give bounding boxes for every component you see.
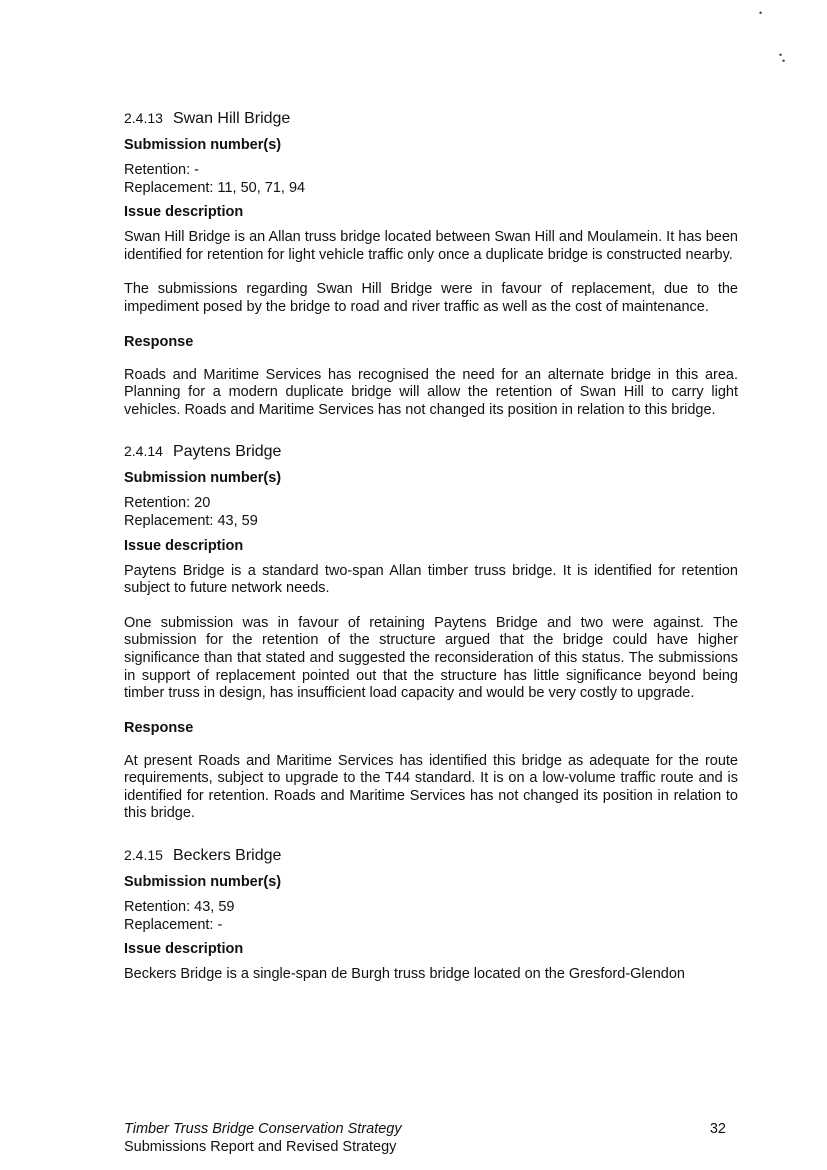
scan-speck: • <box>782 56 786 66</box>
section-paytens-bridge <box>124 441 738 823</box>
response-heading: Response <box>124 333 194 350</box>
issue-paragraph: Beckers Bridge is a single-span de Burgh truss bridge located on the Gresford-Glendon <box>124 966 685 983</box>
replacement-line: Replacement: 11, 50, 71, 94 <box>124 179 306 196</box>
page-number: 32 <box>709 1121 726 1137</box>
replacement-line: Replacement: - <box>124 916 223 933</box>
section-title: Beckers Bridge <box>172 847 282 865</box>
section-heading <box>124 441 738 462</box>
issue-heading: Issue description <box>124 537 244 554</box>
section-number: 2.4.15 <box>124 847 163 864</box>
section-number: 2.4.13 <box>124 110 163 126</box>
issue-paragraph: One submission was in favour of retaining Paytens Bridge and two were against. The submission for the retention of the structure argued that the bridge could have higher significance than that stated and suggested the reconsideration of this status. The submissions in support of replacement pointed out that the structure has little significance beyond being timber truss in design, has insufficient load capacity and would be very costly to upgrade. <box>124 614 738 702</box>
response-paragraph: At present Roads and Maritime Services has identified this bridge as adequate for the route requirements, subject to upgrade to the T44 standard. It is on a low-volume traffic route and is identified for retention. Roads and Maritime Services has not changed its position in relation to this bridge. <box>124 752 738 822</box>
page-content <box>124 108 738 984</box>
footer-document-title: Timber Truss Bridge Conservation Strategy <box>124 1121 402 1137</box>
submission-heading: Submission number(s) <box>124 470 282 487</box>
submission-heading: Submission number(s) <box>124 874 282 891</box>
issue-heading: Issue description <box>124 204 244 221</box>
page-footer <box>124 1120 726 1156</box>
section-beckers-bridge <box>124 845 738 984</box>
issue-paragraph: The submissions regarding Swan Hill Bridge were in favour of replacement, due to the impediment posed by the bridge to road and river traffic as well as the cost of maintenance. <box>124 281 738 315</box>
issue-heading: Issue description <box>124 941 244 958</box>
footer-document-subtitle: Submissions Report and Revised Strategy <box>124 1139 397 1155</box>
section-heading <box>124 845 738 866</box>
submission-heading: Submission number(s) <box>124 137 282 153</box>
section-swan-hill-bridge <box>124 108 738 419</box>
response-heading: Response <box>124 719 194 736</box>
section-title: Paytens Bridge <box>172 443 282 461</box>
retention-line: Retention: 43, 59 <box>124 899 235 916</box>
scan-speck: • <box>759 8 763 18</box>
retention-line: Retention: - <box>124 162 199 178</box>
replacement-line: Replacement: 43, 59 <box>124 512 258 529</box>
section-heading <box>124 108 738 129</box>
retention-line: Retention: 20 <box>124 495 211 512</box>
section-title: Swan Hill Bridge <box>172 110 291 127</box>
response-paragraph: Roads and Maritime Services has recognised the need for an alternate bridge in this area. Planning for a modern duplicate bridge will allow the retention of Swan Hill to carry light vehicles. Roads and Maritime Services has not changed its position in relation to this bridge. <box>124 366 738 418</box>
section-number: 2.4.14 <box>124 443 163 460</box>
issue-paragraph: Paytens Bridge is a standard two-span Allan timber truss bridge. It is identified for retention subject to future network needs. <box>124 562 738 597</box>
issue-paragraph: Swan Hill Bridge is an Allan truss bridge located between Swan Hill and Moulamein. It has been identified for retention for light vehicle traffic only once a duplicate bridge is constructed nearby. <box>124 229 738 263</box>
scan-speck: • <box>779 50 783 60</box>
